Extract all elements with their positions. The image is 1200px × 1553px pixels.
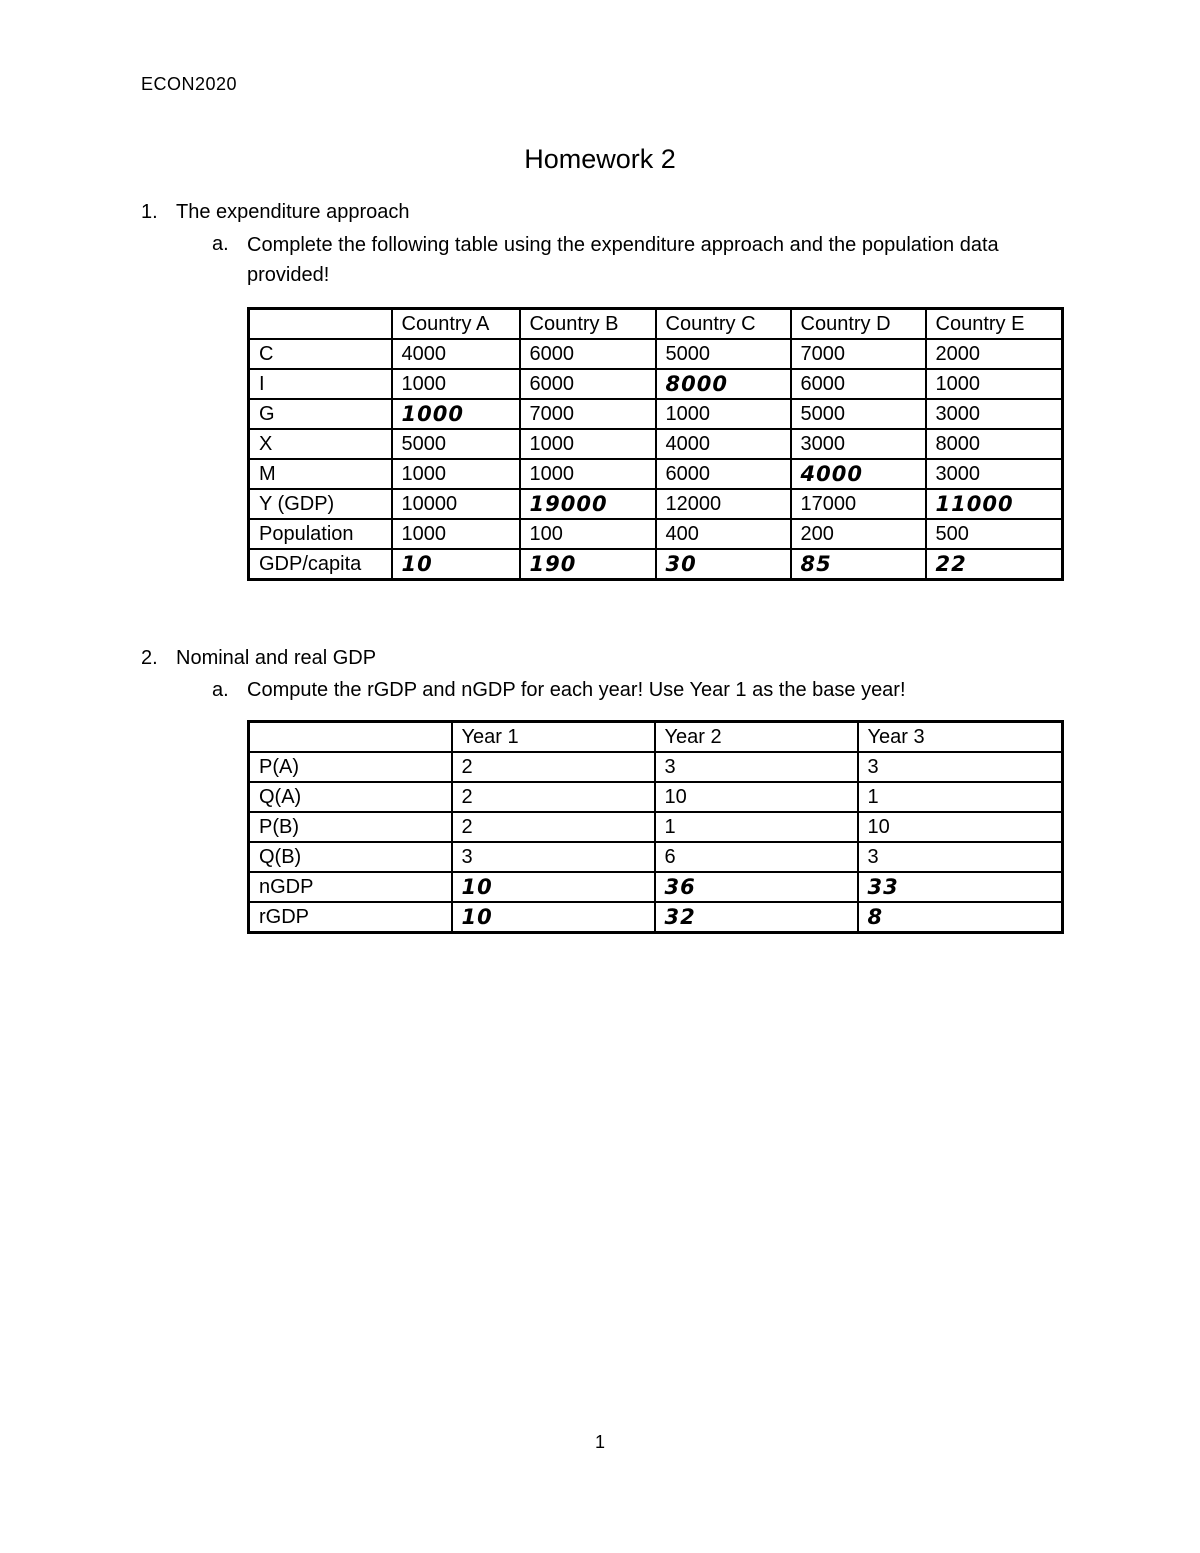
- expenditure-table-handwritten-cell: 85: [791, 549, 926, 580]
- gdp-table-row-label: P(A): [249, 752, 452, 782]
- expenditure-table-cell: 4000: [656, 429, 791, 459]
- expenditure-table-row-label: C: [249, 339, 392, 369]
- gdp-table: [247, 720, 1064, 934]
- expenditure-table-column-header: Country D: [791, 309, 926, 340]
- expenditure-table-cell: 5000: [791, 399, 926, 429]
- expenditure-table-handwritten-cell: 30: [656, 549, 791, 580]
- expenditure-table-row: [249, 459, 1063, 489]
- question-1a-text: Complete the following table using the expenditure approach and the population data provided!: [247, 234, 999, 286]
- expenditure-table-cell: 1000: [926, 369, 1063, 399]
- gdp-table-row-label: Q(B): [249, 842, 452, 872]
- expenditure-table-handwritten-cell: 4000: [791, 459, 926, 489]
- expenditure-table-column-header: Country A: [392, 309, 520, 340]
- expenditure-table-handwritten-cell: 10: [392, 549, 520, 580]
- gdp-table-cell: 2: [452, 782, 655, 812]
- expenditure-table-cell: 1000: [656, 399, 791, 429]
- expenditure-table-cell: 17000: [791, 489, 926, 519]
- expenditure-table-cell: 3000: [926, 399, 1063, 429]
- expenditure-table-handwritten-cell: 1000: [392, 399, 520, 429]
- expenditure-table-cell: 3000: [926, 459, 1063, 489]
- expenditure-table-row-label: I: [249, 369, 392, 399]
- gdp-table-row: [249, 872, 1063, 902]
- expenditure-table-cell: 6000: [791, 369, 926, 399]
- gdp-table-column-header: Year 1: [452, 722, 655, 753]
- question-1a-letter: a.: [212, 233, 229, 255]
- expenditure-table-cell: 2000: [926, 339, 1063, 369]
- expenditure-table-row-label: M: [249, 459, 392, 489]
- expenditure-table-cell: 7000: [791, 339, 926, 369]
- expenditure-table-cell: 8000: [926, 429, 1063, 459]
- gdp-table-cell: 3: [858, 842, 1063, 872]
- gdp-table-handwritten-cell: 33: [858, 872, 1063, 902]
- expenditure-table-row: [249, 369, 1063, 399]
- expenditure-table-cell: 6000: [520, 369, 656, 399]
- expenditure-table-cell: 1000: [520, 429, 656, 459]
- expenditure-table-header-row: [249, 309, 1063, 340]
- gdp-table-header-row: [249, 722, 1063, 753]
- gdp-table-cell: 2: [452, 752, 655, 782]
- expenditure-table-cell: 5000: [656, 339, 791, 369]
- gdp-table-cell: 10: [655, 782, 858, 812]
- expenditure-table-row-label: GDP/capita: [249, 549, 392, 580]
- expenditure-table-column-header: [249, 309, 392, 340]
- expenditure-table-cell: 6000: [520, 339, 656, 369]
- gdp-table-handwritten-cell: 10: [452, 872, 655, 902]
- gdp-table-cell: 1: [858, 782, 1063, 812]
- expenditure-table-cell: 1000: [392, 519, 520, 549]
- gdp-table-cell: 3: [858, 752, 1063, 782]
- expenditure-table-row-label: X: [249, 429, 392, 459]
- expenditure-table-cell: 1000: [520, 459, 656, 489]
- gdp-table-row: [249, 842, 1063, 872]
- gdp-table-row: [249, 902, 1063, 933]
- expenditure-table-cell: 3000: [791, 429, 926, 459]
- expenditure-table: [247, 307, 1064, 581]
- gdp-table-cell: 6: [655, 842, 858, 872]
- gdp-table-handwritten-cell: 32: [655, 902, 858, 933]
- expenditure-table-row: [249, 519, 1063, 549]
- question-2a-text: Compute the rGDP and nGDP for each year! Use Year 1 as the base year!: [247, 679, 906, 701]
- expenditure-table-cell: 500: [926, 519, 1063, 549]
- question-2-number: 2.: [141, 647, 158, 669]
- expenditure-table-row: [249, 429, 1063, 459]
- question-1-title: The expenditure approach: [176, 201, 410, 223]
- gdp-table-column-header: Year 2: [655, 722, 858, 753]
- expenditure-table-cell: 1000: [392, 459, 520, 489]
- expenditure-table-column-header: Country B: [520, 309, 656, 340]
- question-2-title: Nominal and real GDP: [176, 647, 377, 669]
- expenditure-table-row: [249, 549, 1063, 580]
- expenditure-table-cell: 12000: [656, 489, 791, 519]
- gdp-table-column-header: Year 3: [858, 722, 1063, 753]
- expenditure-table-column-header: Country E: [926, 309, 1063, 340]
- expenditure-table-handwritten-cell: 8000: [656, 369, 791, 399]
- page-number: 1: [594, 1432, 605, 1452]
- gdp-table-row-label: rGDP: [249, 902, 452, 933]
- gdp-table-cell: 1: [655, 812, 858, 842]
- question-1-number: 1.: [141, 201, 158, 223]
- gdp-table-cell: 3: [452, 842, 655, 872]
- expenditure-table-cell: 10000: [392, 489, 520, 519]
- expenditure-table-handwritten-cell: 11000: [926, 489, 1063, 519]
- document-header: ECON2020: [141, 74, 238, 94]
- expenditure-table-handwritten-cell: 19000: [520, 489, 656, 519]
- expenditure-table-row-label: G: [249, 399, 392, 429]
- expenditure-table-handwritten-cell: 190: [520, 549, 656, 580]
- gdp-table-row-label: P(B): [249, 812, 452, 842]
- expenditure-table-cell: 400: [656, 519, 791, 549]
- gdp-table-row: [249, 752, 1063, 782]
- expenditure-table-row: [249, 489, 1063, 519]
- gdp-table-cell: 10: [858, 812, 1063, 842]
- gdp-table-handwritten-cell: 36: [655, 872, 858, 902]
- gdp-table-row: [249, 782, 1063, 812]
- gdp-table-row-label: Q(A): [249, 782, 452, 812]
- gdp-table-column-header: [249, 722, 452, 753]
- expenditure-table-cell: 100: [520, 519, 656, 549]
- expenditure-table-cell: 200: [791, 519, 926, 549]
- gdp-table-cell: 2: [452, 812, 655, 842]
- expenditure-table-cell: 1000: [392, 369, 520, 399]
- expenditure-table-cell: 5000: [392, 429, 520, 459]
- expenditure-table-cell: 4000: [392, 339, 520, 369]
- expenditure-table-row-label: Population: [249, 519, 392, 549]
- expenditure-table-cell: 7000: [520, 399, 656, 429]
- question-2a-letter: a.: [212, 679, 229, 701]
- gdp-table-handwritten-cell: 8: [858, 902, 1063, 933]
- page-title: Homework 2: [524, 144, 676, 174]
- gdp-table-cell: 3: [655, 752, 858, 782]
- gdp-table-row-label: nGDP: [249, 872, 452, 902]
- expenditure-table-cell: 6000: [656, 459, 791, 489]
- expenditure-table-row-label: Y (GDP): [249, 489, 392, 519]
- expenditure-table-column-header: Country C: [656, 309, 791, 340]
- expenditure-table-row: [249, 339, 1063, 369]
- gdp-table-handwritten-cell: 10: [452, 902, 655, 933]
- gdp-table-row: [249, 812, 1063, 842]
- expenditure-table-handwritten-cell: 22: [926, 549, 1063, 580]
- expenditure-table-row: [249, 399, 1063, 429]
